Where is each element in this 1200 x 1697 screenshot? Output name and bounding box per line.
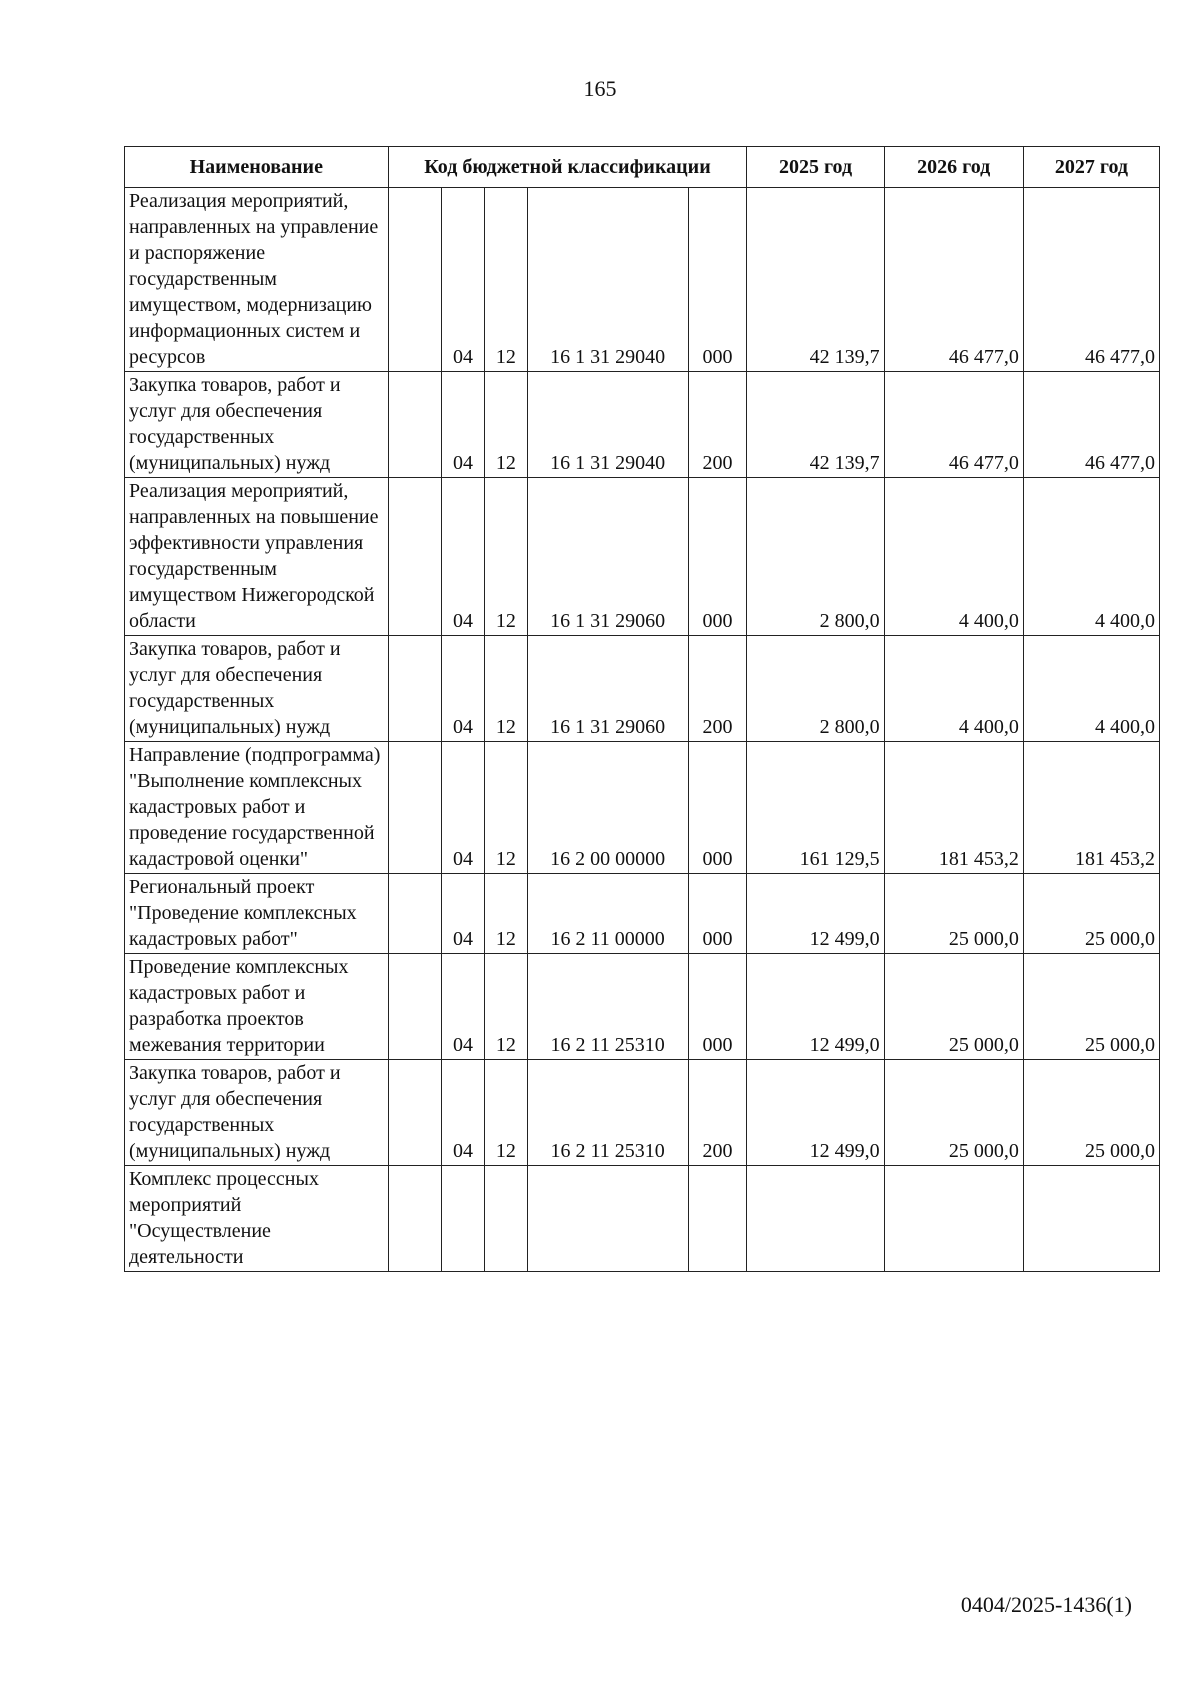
code-section: 04 [442, 372, 485, 478]
code-subsection: 12 [484, 478, 527, 636]
value-2026: 46 477,0 [884, 372, 1023, 478]
row-name: Реализация мероприятий, направленных на управление и распоряжение государственным имуществом, модернизацию информационных систем и ресурсов [125, 188, 389, 372]
code-ministry [388, 372, 442, 478]
code-expense-type: 200 [688, 636, 747, 742]
code-target: 16 1 31 29060 [527, 478, 688, 636]
code-subsection: 12 [484, 1060, 527, 1166]
row-name: Направление (подпрограмма) "Выполнение комплексных кадастровых работ и проведение государственной кадастровой оценки" [125, 742, 389, 874]
value-2027: 25 000,0 [1023, 1060, 1159, 1166]
code-ministry [388, 188, 442, 372]
value-2026: 25 000,0 [884, 874, 1023, 954]
value-2026: 181 453,2 [884, 742, 1023, 874]
code-section: 04 [442, 874, 485, 954]
value-2027: 25 000,0 [1023, 874, 1159, 954]
value-2027: 25 000,0 [1023, 954, 1159, 1060]
row-name: Реализация мероприятий, направленных на повышение эффективности управления государственным имуществом Нижегородской области [125, 478, 389, 636]
code-subsection: 12 [484, 372, 527, 478]
code-subsection: 12 [484, 636, 527, 742]
header-code: Код бюджетной классификации [388, 147, 747, 188]
code-expense-type: 000 [688, 874, 747, 954]
table-row [125, 954, 1160, 1060]
code-target: 16 1 31 29040 [527, 188, 688, 372]
code-section: 04 [442, 188, 485, 372]
code-expense-type: 000 [688, 188, 747, 372]
value-2027: 46 477,0 [1023, 372, 1159, 478]
code-subsection: 12 [484, 188, 527, 372]
table-row [125, 1060, 1160, 1166]
table-row [125, 742, 1160, 874]
value-2025 [747, 1166, 884, 1272]
code-expense-type: 000 [688, 742, 747, 874]
row-name: Закупка товаров, работ и услуг для обеспечения государственных (муниципальных) нужд [125, 1060, 389, 1166]
row-name: Комплекс процессных мероприятий "Осуществление деятельности [125, 1166, 389, 1272]
value-2027 [1023, 1166, 1159, 1272]
code-section: 04 [442, 742, 485, 874]
header-2026: 2026 год [884, 147, 1023, 188]
table-row [125, 636, 1160, 742]
code-subsection: 12 [484, 954, 527, 1060]
row-name: Региональный проект "Проведение комплексных кадастровых работ" [125, 874, 389, 954]
code-section: 04 [442, 1060, 485, 1166]
code-expense-type: 000 [688, 954, 747, 1060]
value-2025: 12 499,0 [747, 954, 884, 1060]
value-2027: 181 453,2 [1023, 742, 1159, 874]
header-2025: 2025 год [747, 147, 884, 188]
table-row [125, 478, 1160, 636]
value-2025: 161 129,5 [747, 742, 884, 874]
page-number: 165 [583, 76, 617, 101]
value-2026: 46 477,0 [884, 188, 1023, 372]
code-ministry [388, 478, 442, 636]
value-2025: 2 800,0 [747, 478, 884, 636]
header-2027: 2027 год [1023, 147, 1159, 188]
row-name: Закупка товаров, работ и услуг для обеспечения государственных (муниципальных) нужд [125, 636, 389, 742]
value-2025: 12 499,0 [747, 874, 884, 954]
value-2026 [884, 1166, 1023, 1272]
header-name: Наименование [125, 147, 389, 188]
code-expense-type: 200 [688, 1060, 747, 1166]
document-registration-number: 0404/2025-1436(1) [960, 1592, 1132, 1617]
table-row [125, 188, 1160, 372]
code-section: 04 [442, 636, 485, 742]
value-2027: 4 400,0 [1023, 478, 1159, 636]
code-subsection: 12 [484, 874, 527, 954]
code-ministry [388, 1166, 442, 1272]
code-expense-type: 000 [688, 478, 747, 636]
code-target: 16 1 31 29040 [527, 372, 688, 478]
value-2026: 4 400,0 [884, 636, 1023, 742]
code-section: 04 [442, 478, 485, 636]
value-2027: 46 477,0 [1023, 188, 1159, 372]
code-subsection: 12 [484, 742, 527, 874]
code-expense-type: 200 [688, 372, 747, 478]
row-name: Проведение комплексных кадастровых работ и разработка проектов межевания территории [125, 954, 389, 1060]
row-name: Закупка товаров, работ и услуг для обеспечения государственных (муниципальных) нужд [125, 372, 389, 478]
code-target: 16 2 11 00000 [527, 874, 688, 954]
header-row [125, 147, 1160, 188]
budget-table [124, 146, 1160, 1272]
code-ministry [388, 1060, 442, 1166]
table-row [125, 874, 1160, 954]
code-target: 16 1 31 29060 [527, 636, 688, 742]
table-row [125, 1166, 1160, 1272]
value-2026: 25 000,0 [884, 954, 1023, 1060]
code-ministry [388, 636, 442, 742]
code-section [442, 1166, 485, 1272]
value-2026: 4 400,0 [884, 478, 1023, 636]
value-2025: 42 139,7 [747, 372, 884, 478]
code-section: 04 [442, 954, 485, 1060]
value-2027: 4 400,0 [1023, 636, 1159, 742]
value-2026: 25 000,0 [884, 1060, 1023, 1166]
table-row [125, 372, 1160, 478]
value-2025: 2 800,0 [747, 636, 884, 742]
value-2025: 12 499,0 [747, 1060, 884, 1166]
code-target: 16 2 11 25310 [527, 954, 688, 1060]
code-target: 16 2 11 25310 [527, 1060, 688, 1166]
code-expense-type [688, 1166, 747, 1272]
code-target [527, 1166, 688, 1272]
code-ministry [388, 874, 442, 954]
code-ministry [388, 954, 442, 1060]
code-subsection [484, 1166, 527, 1272]
code-target: 16 2 00 00000 [527, 742, 688, 874]
value-2025: 42 139,7 [747, 188, 884, 372]
code-ministry [388, 742, 442, 874]
